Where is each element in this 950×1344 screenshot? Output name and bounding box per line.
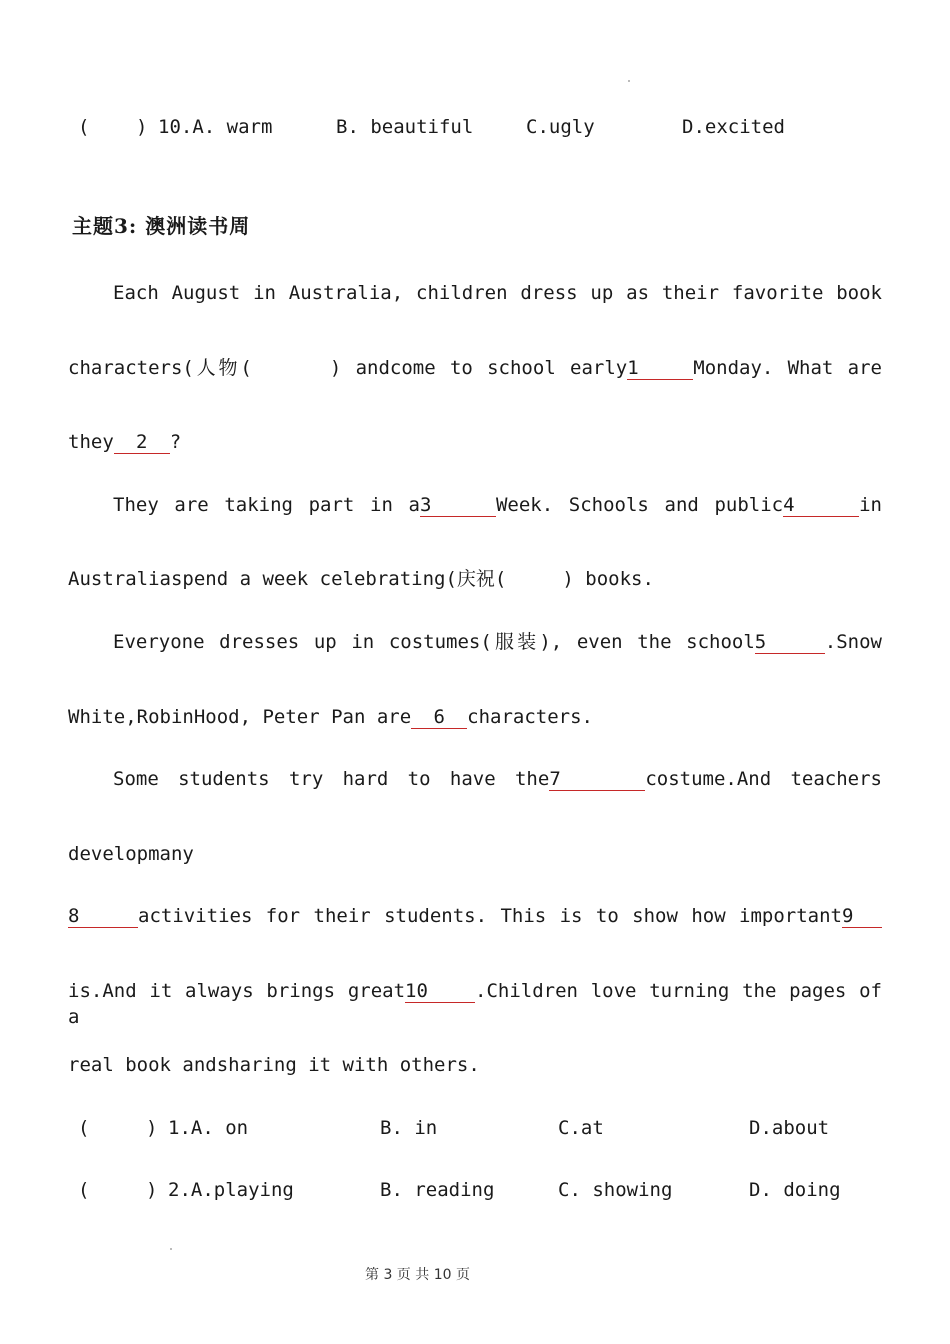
passage-text: Everyone dresses up in costumes(服装), even the school xyxy=(113,631,755,653)
option-d: D. doing xyxy=(749,1179,841,1201)
answer-paren-open: ( xyxy=(78,116,90,138)
passage-line xyxy=(68,355,882,381)
passage-line xyxy=(68,903,882,929)
passage-text: They are taking part in a xyxy=(113,494,420,516)
option-b: B. in xyxy=(380,1117,438,1139)
option-a: 2.A.playing xyxy=(168,1179,294,1201)
passage-line xyxy=(113,629,882,655)
option-b: B. reading xyxy=(380,1179,495,1201)
passage-text: ? xyxy=(169,431,182,453)
blank-7[interactable]: 7 xyxy=(549,768,645,791)
passage-text: ) andcome to school early xyxy=(329,357,628,379)
passage-text: Week. Schools and public xyxy=(495,494,784,516)
passage-line xyxy=(68,978,882,1030)
option-c: C. showing xyxy=(558,1179,673,1201)
option-a: 1.A. on xyxy=(168,1117,249,1139)
passage-line xyxy=(68,704,882,730)
passage-text: White,RobinHood, Peter Pan are xyxy=(68,706,412,728)
passage-line: real book andsharing it with others. xyxy=(68,1054,480,1076)
blank-8[interactable]: 8 xyxy=(68,905,138,928)
passage-line: developmany xyxy=(68,843,194,865)
blank-1[interactable]: 1 xyxy=(627,357,693,380)
blank-4[interactable]: 4 xyxy=(783,494,859,517)
section-heading: 主题3: 澳洲读书周 xyxy=(72,214,251,238)
speck-top xyxy=(628,80,630,82)
blank-6[interactable]: 6 xyxy=(411,706,467,729)
blank-2[interactable]: 2 xyxy=(114,431,170,454)
passage-text: is.And it always brings great xyxy=(68,980,406,1002)
answer-paren-open: ( xyxy=(78,1179,90,1201)
answer-paren-close: ) xyxy=(136,116,148,138)
option-a: 10.A. warm xyxy=(158,116,273,138)
passage-text: .Children love turning the pages of a xyxy=(68,980,882,1028)
passage-line xyxy=(68,429,882,455)
option-d: D.about xyxy=(749,1117,830,1139)
blank-9[interactable]: 9 xyxy=(842,905,882,928)
passage-text: .Snow xyxy=(824,631,882,653)
answer-paren-open: ( xyxy=(78,1117,90,1139)
option-c: C.at xyxy=(558,1117,604,1139)
option-b: B. beautiful xyxy=(336,116,474,138)
passage-line xyxy=(113,492,882,518)
passage-text: they xyxy=(68,431,114,453)
passage-text: Some students try hard to have the xyxy=(113,768,550,790)
passage-text: Australiaspend a week celebrating(庆祝( xyxy=(68,568,507,590)
blank-5[interactable]: 5 xyxy=(755,631,825,654)
option-d: D.excited xyxy=(682,116,785,138)
passage-line: Each August in Australia, children dress up as their favorite book xyxy=(113,282,882,304)
blank-3[interactable]: 3 xyxy=(420,494,496,517)
blank-10[interactable]: 10 xyxy=(405,980,475,1003)
passage-text: costume.And teachers xyxy=(645,768,882,790)
passage-text: characters(人物( xyxy=(68,357,252,379)
speck-bottom xyxy=(170,1248,172,1250)
page-footer: 第 3 页 共 10 页 xyxy=(365,1267,470,1283)
passage-line xyxy=(113,766,882,792)
passage-line xyxy=(68,566,882,592)
passage-text: activities for their students. This is to show how important xyxy=(138,905,842,927)
passage-text: in xyxy=(859,494,882,516)
answer-paren-close: ) xyxy=(146,1117,158,1139)
passage-text: Monday. What are xyxy=(693,357,882,379)
option-c: C.ugly xyxy=(526,116,595,138)
passage-text: ) books. xyxy=(562,568,654,590)
passage-text: characters. xyxy=(467,706,594,728)
answer-paren-close: ) xyxy=(146,1179,158,1201)
